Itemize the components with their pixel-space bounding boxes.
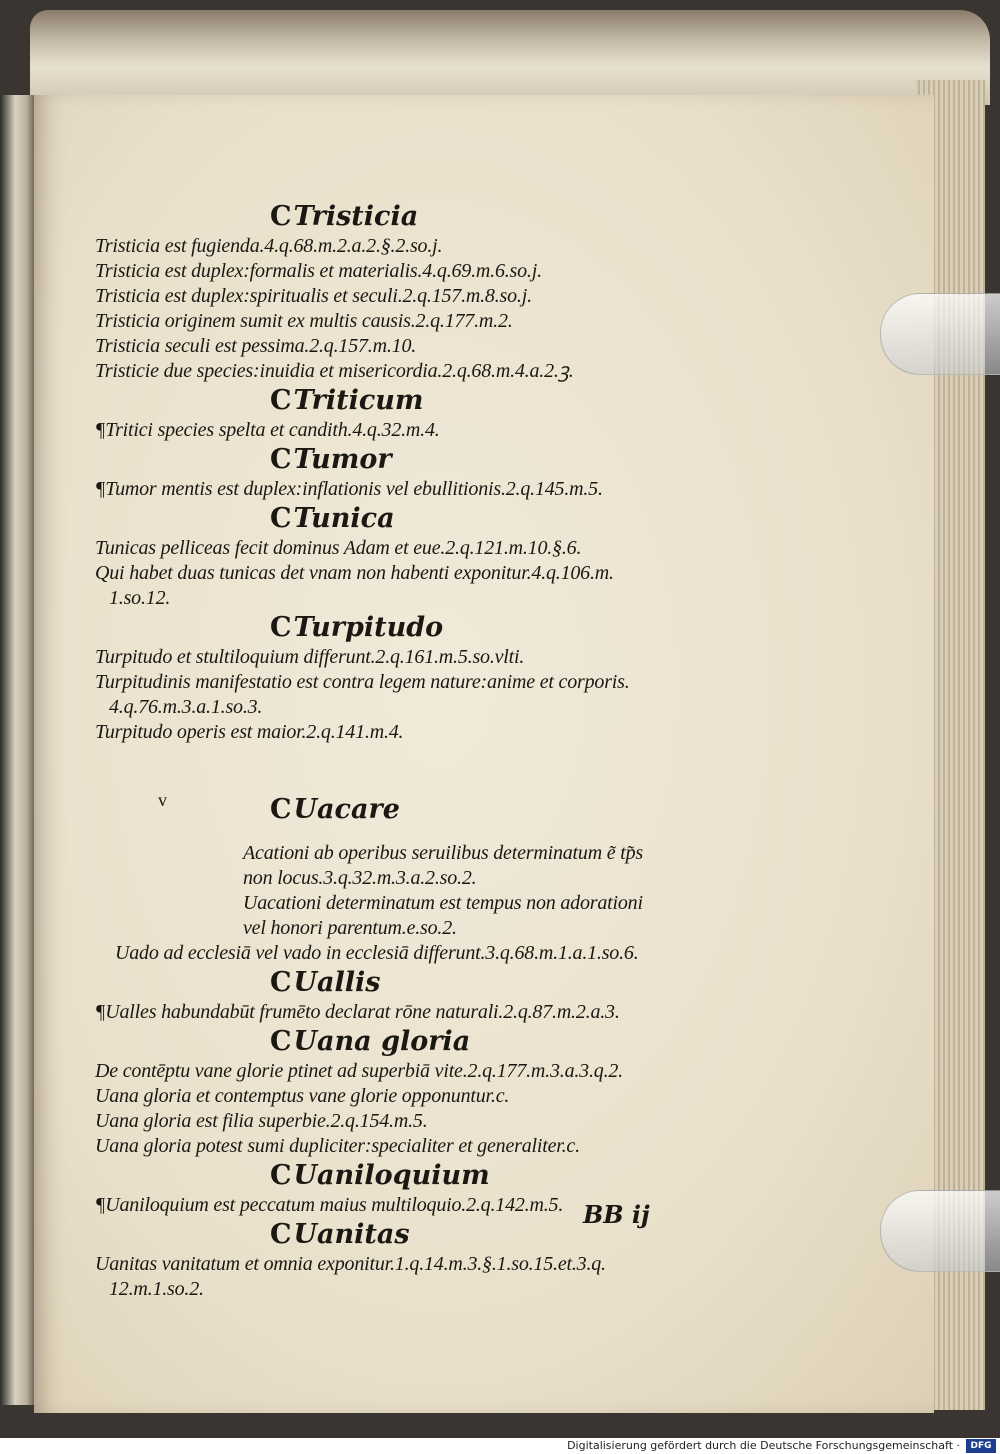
entry-line: ¶Uaniloquium est peccatum maius multiloquio.2.q.142.m.5.	[95, 1194, 564, 1216]
entry-line: Uana gloria est filia superbie.2.q.154.m.5.	[95, 1110, 428, 1132]
entry-line: Turpitudo operis est maior.2.q.141.m.4.	[95, 721, 404, 743]
entry-line: non locus.3.q.32.m.3.a.2.so.2.	[243, 867, 477, 889]
section-heading: CTunica	[270, 503, 395, 534]
index-text	[95, 200, 725, 1302]
entry-line: Turpitudo et stultiloquium differunt.2.q.161.m.5.so.vlti.	[95, 646, 525, 668]
entry-line: Tunicas pelliceas fecit dominus Adam et eue.2.q.121.m.10.§.6.	[95, 537, 582, 559]
page-clip-bottom	[880, 1190, 1000, 1272]
entry-line: Tristicia est duplex:spiritualis et seculi.2.q.157.m.8.so.j.	[95, 285, 532, 307]
section-heading: CUanitas	[270, 1219, 410, 1250]
entry-line: Uado ad ecclesiā vel vado in ecclesiā differunt.3.q.68.m.1.a.1.so.6.	[115, 942, 639, 964]
section-heading: CUaniloquium	[270, 1160, 490, 1191]
section-heading: CTriticum	[270, 385, 424, 416]
section-heading: CUallis	[270, 967, 381, 998]
entry-line: Tristicia est fugienda.4.q.68.m.2.a.2.§.2.so.j.	[95, 235, 443, 257]
book-top-edge	[30, 10, 990, 105]
entry-line: Uanitas vanitatum et omnia exponitur.1.q.14.m.3.§.1.so.15.et.3.q.	[95, 1253, 606, 1275]
entry-line: Tristicia seculi est pessima.2.q.157.m.10.	[95, 335, 417, 357]
entry-line: Uana gloria et contemptus vane glorie opponuntur.c.	[95, 1085, 510, 1107]
footer-bar	[0, 1438, 1000, 1454]
entry-line: ¶Tritici species spelta et candith.4.q.32.m.4.	[95, 419, 440, 441]
dfg-logo: DFG	[966, 1439, 996, 1453]
entry-line: ¶Ualles habundabūt frumēto declarat rōne naturali.2.q.87.m.2.a.3.	[95, 1001, 620, 1023]
entry-line: Acationi ab operibus seruilibus determinatum e͂ tp͂s	[243, 842, 643, 864]
entry-line: 1.so.12.	[109, 587, 171, 609]
entry-line: Uacationi determinatum est tempus non adorationi	[243, 892, 643, 914]
section-heading: CTumor	[270, 444, 392, 475]
section-heading: CUana gloria	[270, 1026, 471, 1057]
entry-line: Tristicia est duplex:formalis et materialis.4.q.69.m.6.so.j.	[95, 260, 542, 282]
section-heading: CTristicia	[270, 201, 419, 232]
page-clip-top	[880, 293, 1000, 375]
footer-credit: Digitalisierung gefördert durch die Deutsche Forschungsgemeinschaft ·	[567, 1439, 960, 1452]
signature-mark: BB ij	[583, 1200, 650, 1229]
entry-line: Tristicie due species:inuidia et misericordia.2.q.68.m.4.a.2.ꝫ.	[95, 360, 574, 382]
entry-line: Tristicia originem sumit ex multis causis.2.q.177.m.2.	[95, 310, 513, 332]
entry-line: 12.m.1.so.2.	[109, 1278, 204, 1300]
entry-line: vel honori parentum.e.so.2.	[243, 917, 457, 939]
entry-line: Qui habet duas tunicas det vnam non habenti exponitur.4.q.106.m.	[95, 562, 614, 584]
entry-line: De contēptu vane glorie ptinet ad superbiā vite.2.q.177.m.3.a.3.q.2.	[95, 1060, 623, 1082]
left-page-stack	[0, 95, 38, 1405]
entry-line: Uana gloria potest sumi dupliciter:specialiter et generaliter.c.	[95, 1135, 580, 1157]
entry-line: ¶Tumor mentis est duplex:inflationis vel ebullitionis.2.q.145.m.5.	[95, 478, 603, 500]
marginal-letter: v	[158, 790, 167, 810]
entry-line: Turpitudinis manifestatio est contra legem nature:anime et corporis.	[95, 671, 630, 693]
section-heading: CUacare	[270, 794, 400, 825]
entry-line: 4.q.76.m.3.a.1.so.3.	[109, 696, 263, 718]
section-heading: CTurpitudo	[270, 612, 444, 643]
